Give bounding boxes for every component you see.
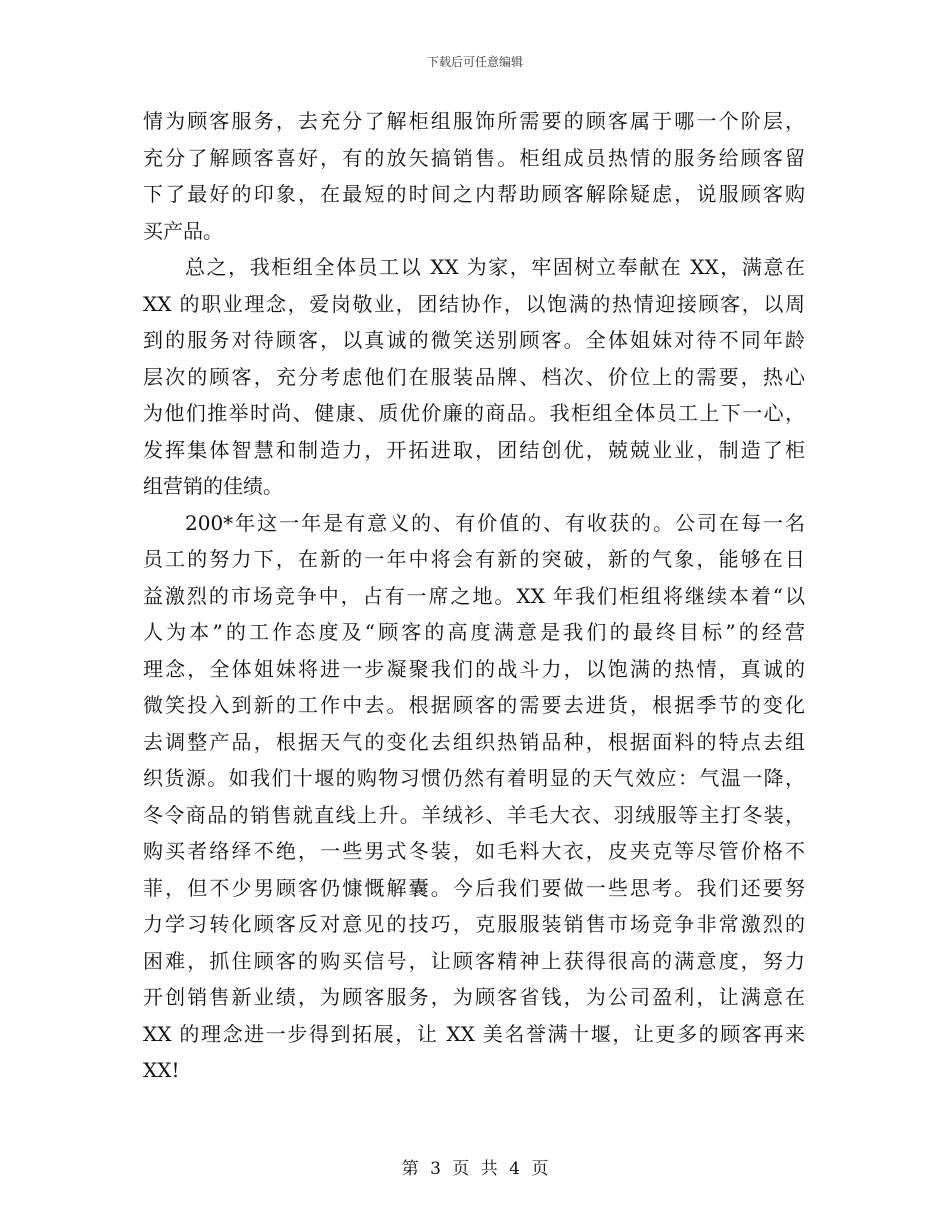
text-line: 充分了解顾客喜好，有的放矢搞销售。柜组成员热情的服务给顾客留 — [143, 145, 805, 170]
text-line: 人为本”的工作态度及“顾客的高度满意是我们的最终目标”的经营 — [143, 620, 805, 644]
document-body — [143, 103, 805, 1089]
page-number-footer: 第 3 页 共 4 页 — [401, 1159, 549, 1179]
text-line: 购买者络绎不绝，一些男式冬装，如毛料大衣，皮夹克等尽管价格不 — [143, 839, 805, 863]
paragraph-1 — [143, 103, 805, 249]
text-line: 织货源。如我们十堰的购物习惯仍然有着明显的天气效应：气温一降， — [143, 766, 805, 790]
text-line: 菲，但不少男顾客仍慷慨解囊。今后我们要做一些思考。我们还要努 — [143, 875, 805, 900]
text-line: 力学习转化顾客反对意见的技巧，克服服装销售市场竞争非常激烈的 — [143, 912, 805, 936]
text-line: 益激烈的市场竞争中，占有一席之地。XX 年我们柜组将继续本着“以 — [143, 583, 805, 608]
text-line: 为他们推举时尚、健康、质优价廉的商品。我柜组全体员工上下一心， — [143, 401, 805, 425]
text-line: 理念，全体姐妹将进一步凝聚我们的战斗力，以饱满的热情，真诚的 — [143, 656, 805, 681]
text-line: 微笑投入到新的工作中去。根据顾客的需要去进货，根据季节的变化 — [143, 693, 805, 717]
text-line: 买产品。 — [143, 218, 223, 243]
text-line: 冬令商品的销售就直线上升。羊绒衫、羊毛大衣、羽绒服等主打冬装， — [143, 802, 805, 827]
text-line: 到的服务对待顾客，以真诚的微笑送别顾客。全体姐妹对待不同年龄 — [143, 328, 805, 352]
text-line: XX 的职业理念，爱岗敬业，团结协作，以饱满的热情迎接顾客，以周 — [143, 291, 805, 316]
text-line: XX 的理念进一步得到拓展，让 XX 美名誉满十堰，让更多的顾客再来 — [143, 1021, 805, 1046]
text-line: XX! — [143, 1058, 180, 1082]
text-line: 员工的努力下，在新的一年中将会有新的突破，新的气象，能够在日 — [143, 547, 805, 571]
text-line: 困难，抓住顾客的购买信号，让顾客精神上获得很高的满意度，努力 — [143, 948, 805, 973]
text-line: 发挥集体智慧和制造力，开拓进取，团结创优，兢兢业业，制造了柜 — [143, 437, 805, 462]
text-line: 总之，我柜组全体员工以 XX 为家，牢固树立奉献在 XX，满意在 — [185, 255, 805, 279]
text-line: 开创销售新业绩，为顾客服务，为顾客省钱，为公司盈利，让满意在 — [143, 985, 805, 1009]
text-line: 组营销的佳绩。 — [143, 474, 283, 498]
text-line: 200*年这一年是有意义的、有价值的、有收获的。公司在每一名 — [185, 510, 805, 535]
text-line: 层次的顾客，充分考虑他们在服装品牌、档次、价位上的需要，热心 — [143, 364, 805, 389]
paragraph-2 — [143, 249, 805, 505]
text-line: 下了最好的印象，在最短的时间之内帮助顾客解除疑虑，说服顾客购 — [143, 182, 805, 206]
text-line: 情为顾客服务，去充分了解柜组服饰所需要的顾客属于哪一个阶层， — [143, 109, 805, 133]
text-line: 去调整产品，根据天气的变化去组织热销品种，根据面料的特点去组 — [143, 729, 805, 754]
page-header: 下载后可任意编辑 — [426, 55, 523, 69]
paragraph-3 — [143, 505, 805, 1089]
